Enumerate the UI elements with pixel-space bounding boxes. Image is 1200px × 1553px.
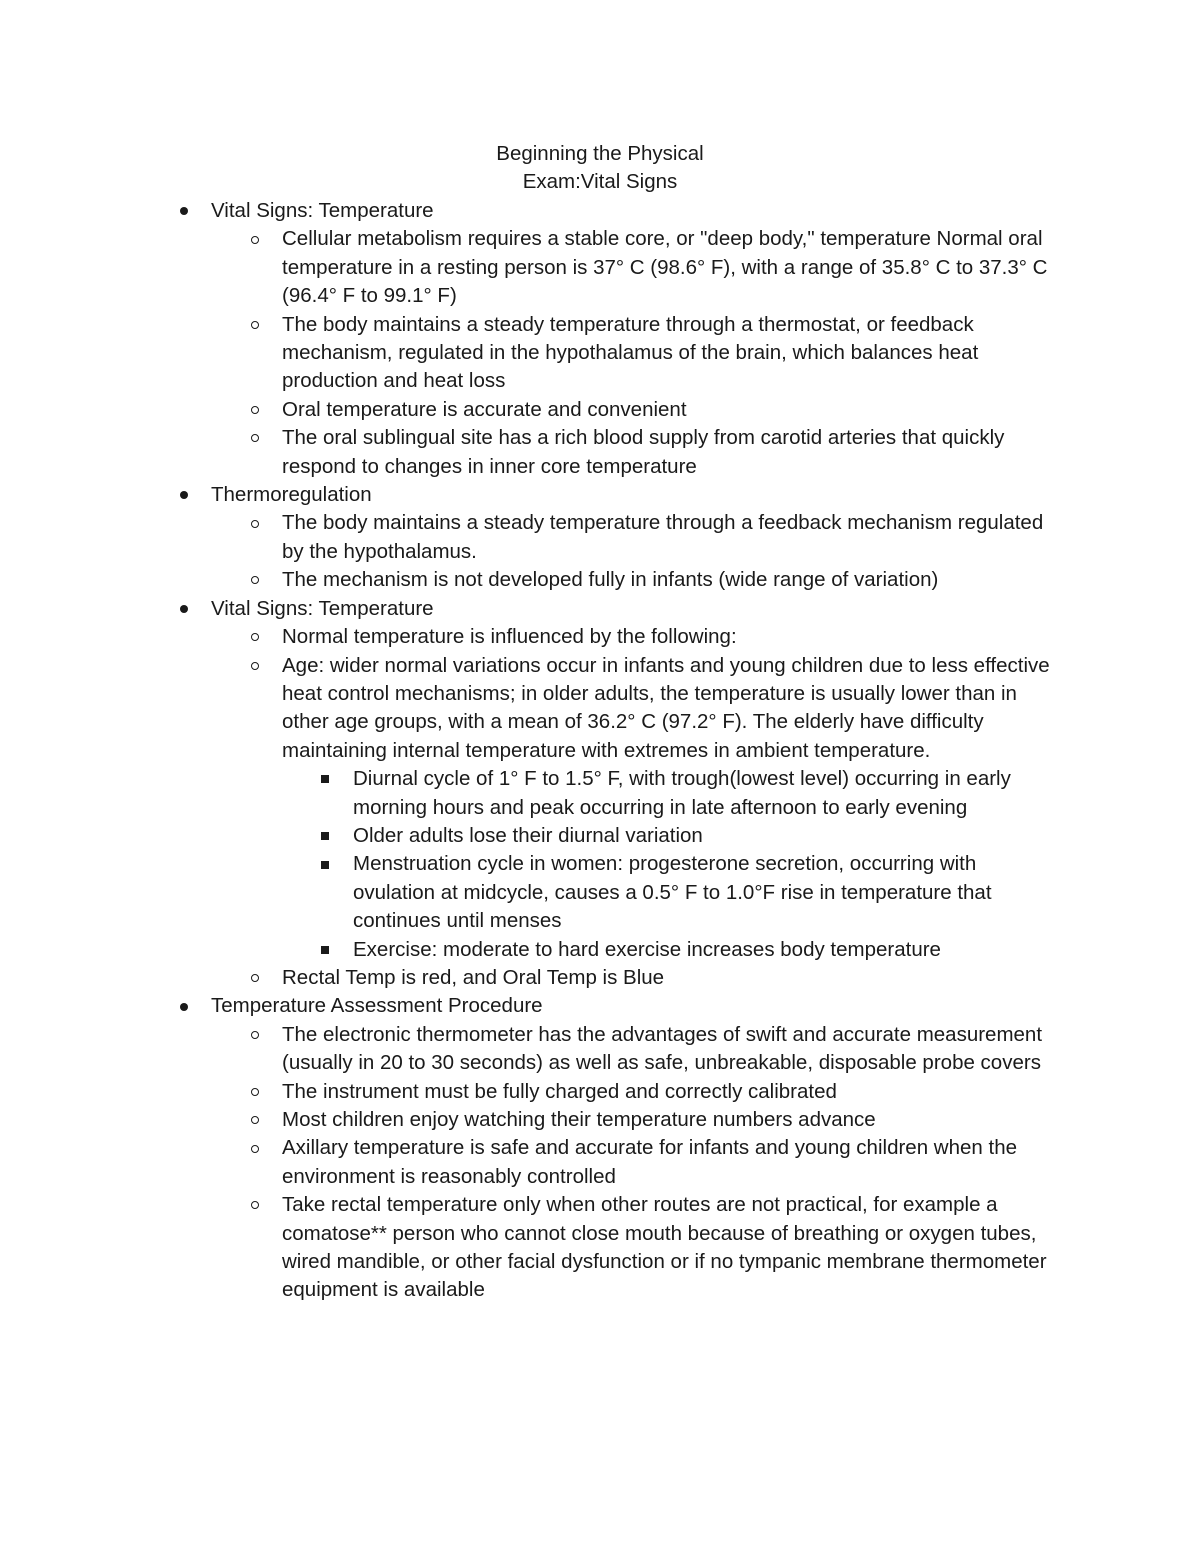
- hollow-circle-bullet-icon: [246, 509, 264, 537]
- section-heading: Thermoregulation: [0, 481, 1061, 509]
- list-item: Most children enjoy watching their temperature numbers advance: [0, 1106, 1062, 1134]
- hollow-circle-bullet-icon: [246, 1106, 264, 1134]
- list-item: The body maintains a steady temperature through a feedback mechanism regulated by the hypothalamus.: [0, 509, 1062, 566]
- document-title: [0, 140, 1200, 197]
- title-line-2: Exam:Vital Signs: [522, 170, 678, 194]
- hollow-circle-bullet-icon: [246, 396, 264, 424]
- square-bullet-icon: [317, 822, 333, 850]
- hollow-circle-bullet-icon: [246, 566, 264, 594]
- list-item: Axillary temperature is safe and accurate for infants and young children when the environment is reasonably controlled: [0, 1134, 1062, 1191]
- list-item: The instrument must be fully charged and correctly calibrated: [0, 1078, 1062, 1106]
- hollow-circle-bullet-icon: [246, 424, 264, 452]
- section-heading: Vital Signs: Temperature: [0, 197, 1061, 225]
- hollow-circle-bullet-icon: [246, 1078, 264, 1106]
- hollow-circle-bullet-icon: [246, 964, 264, 992]
- section-heading: Temperature Assessment Procedure: [0, 992, 1061, 1020]
- filled-circle-bullet-icon: [176, 992, 192, 1020]
- outline-list: [0, 197, 1200, 1305]
- filled-circle-bullet-icon: [176, 197, 192, 225]
- hollow-circle-bullet-icon: [246, 1191, 264, 1219]
- square-bullet-icon: [317, 765, 333, 793]
- hollow-circle-bullet-icon: [246, 1021, 264, 1049]
- hollow-circle-bullet-icon: [246, 311, 264, 339]
- document-body: [0, 197, 1200, 1305]
- square-bullet-icon: [317, 936, 333, 964]
- sub-list-item: Exercise: moderate to hard exercise increases body temperature: [0, 936, 1063, 964]
- list-item: Take rectal temperature only when other routes are not practical, for example a comatose** person who cannot close mouth because of breathing or oxygen tubes, wired mandible, or other facial dysfunction or if no tympanic membrane thermometer equipment is available: [0, 1191, 1062, 1305]
- section-heading: Vital Signs: Temperature: [0, 595, 1061, 623]
- sub-list-item: Older adults lose their diurnal variation: [0, 822, 1063, 850]
- title-line-1: Beginning the Physical: [496, 142, 704, 165]
- list-item: The body maintains a steady temperature through a thermostat, or feedback mechanism, regulated in the hypothalamus of the brain, which balances heat production and heat loss: [0, 311, 1062, 396]
- filled-circle-bullet-icon: [176, 595, 192, 623]
- sub-list-item: Diurnal cycle of 1° F to 1.5° F, with trough(lowest level) occurring in early morning hours and peak occurring in late afternoon to early evening: [0, 765, 1063, 822]
- list-item: Age: wider normal variations occur in infants and young children due to less effective heat control mechanisms; in older adults, the temperature is usually lower than in other age groups, with a mean of 36.2° C (97.2° F). The elderly have difficulty maintaining internal temperature with extremes in ambient temperature.: [0, 652, 1062, 766]
- list-item: The mechanism is not developed fully in infants (wide range of variation): [0, 566, 1062, 594]
- list-item: Rectal Temp is red, and Oral Temp is Blue: [0, 964, 1062, 992]
- hollow-circle-bullet-icon: [246, 652, 264, 680]
- hollow-circle-bullet-icon: [246, 225, 264, 253]
- square-bullet-icon: [317, 850, 333, 878]
- list-item: Cellular metabolism requires a stable core, or "deep body," temperature Normal oral temperature in a resting person is 37° C (98.6° F), with a range of 35.8° C to 37.3° C (96.4° F to 99.1° F): [0, 225, 1062, 310]
- list-item: Oral temperature is accurate and convenient: [0, 396, 1062, 424]
- list-item: Normal temperature is influenced by the following:: [0, 623, 1062, 651]
- filled-circle-bullet-icon: [176, 481, 192, 509]
- sub-list-item: Menstruation cycle in women: progesterone secretion, occurring with ovulation at midcycle, causes a 0.5° F to 1.0°F rise in temperature that continues until menses: [0, 850, 1063, 935]
- list-item: The electronic thermometer has the advantages of swift and accurate measurement (usually in 20 to 30 seconds) as well as safe, unbreakable, disposable probe covers: [0, 1021, 1062, 1078]
- hollow-circle-bullet-icon: [246, 1134, 264, 1162]
- hollow-circle-bullet-icon: [246, 623, 264, 651]
- list-item: The oral sublingual site has a rich blood supply from carotid arteries that quickly respond to changes in inner core temperature: [0, 424, 1062, 481]
